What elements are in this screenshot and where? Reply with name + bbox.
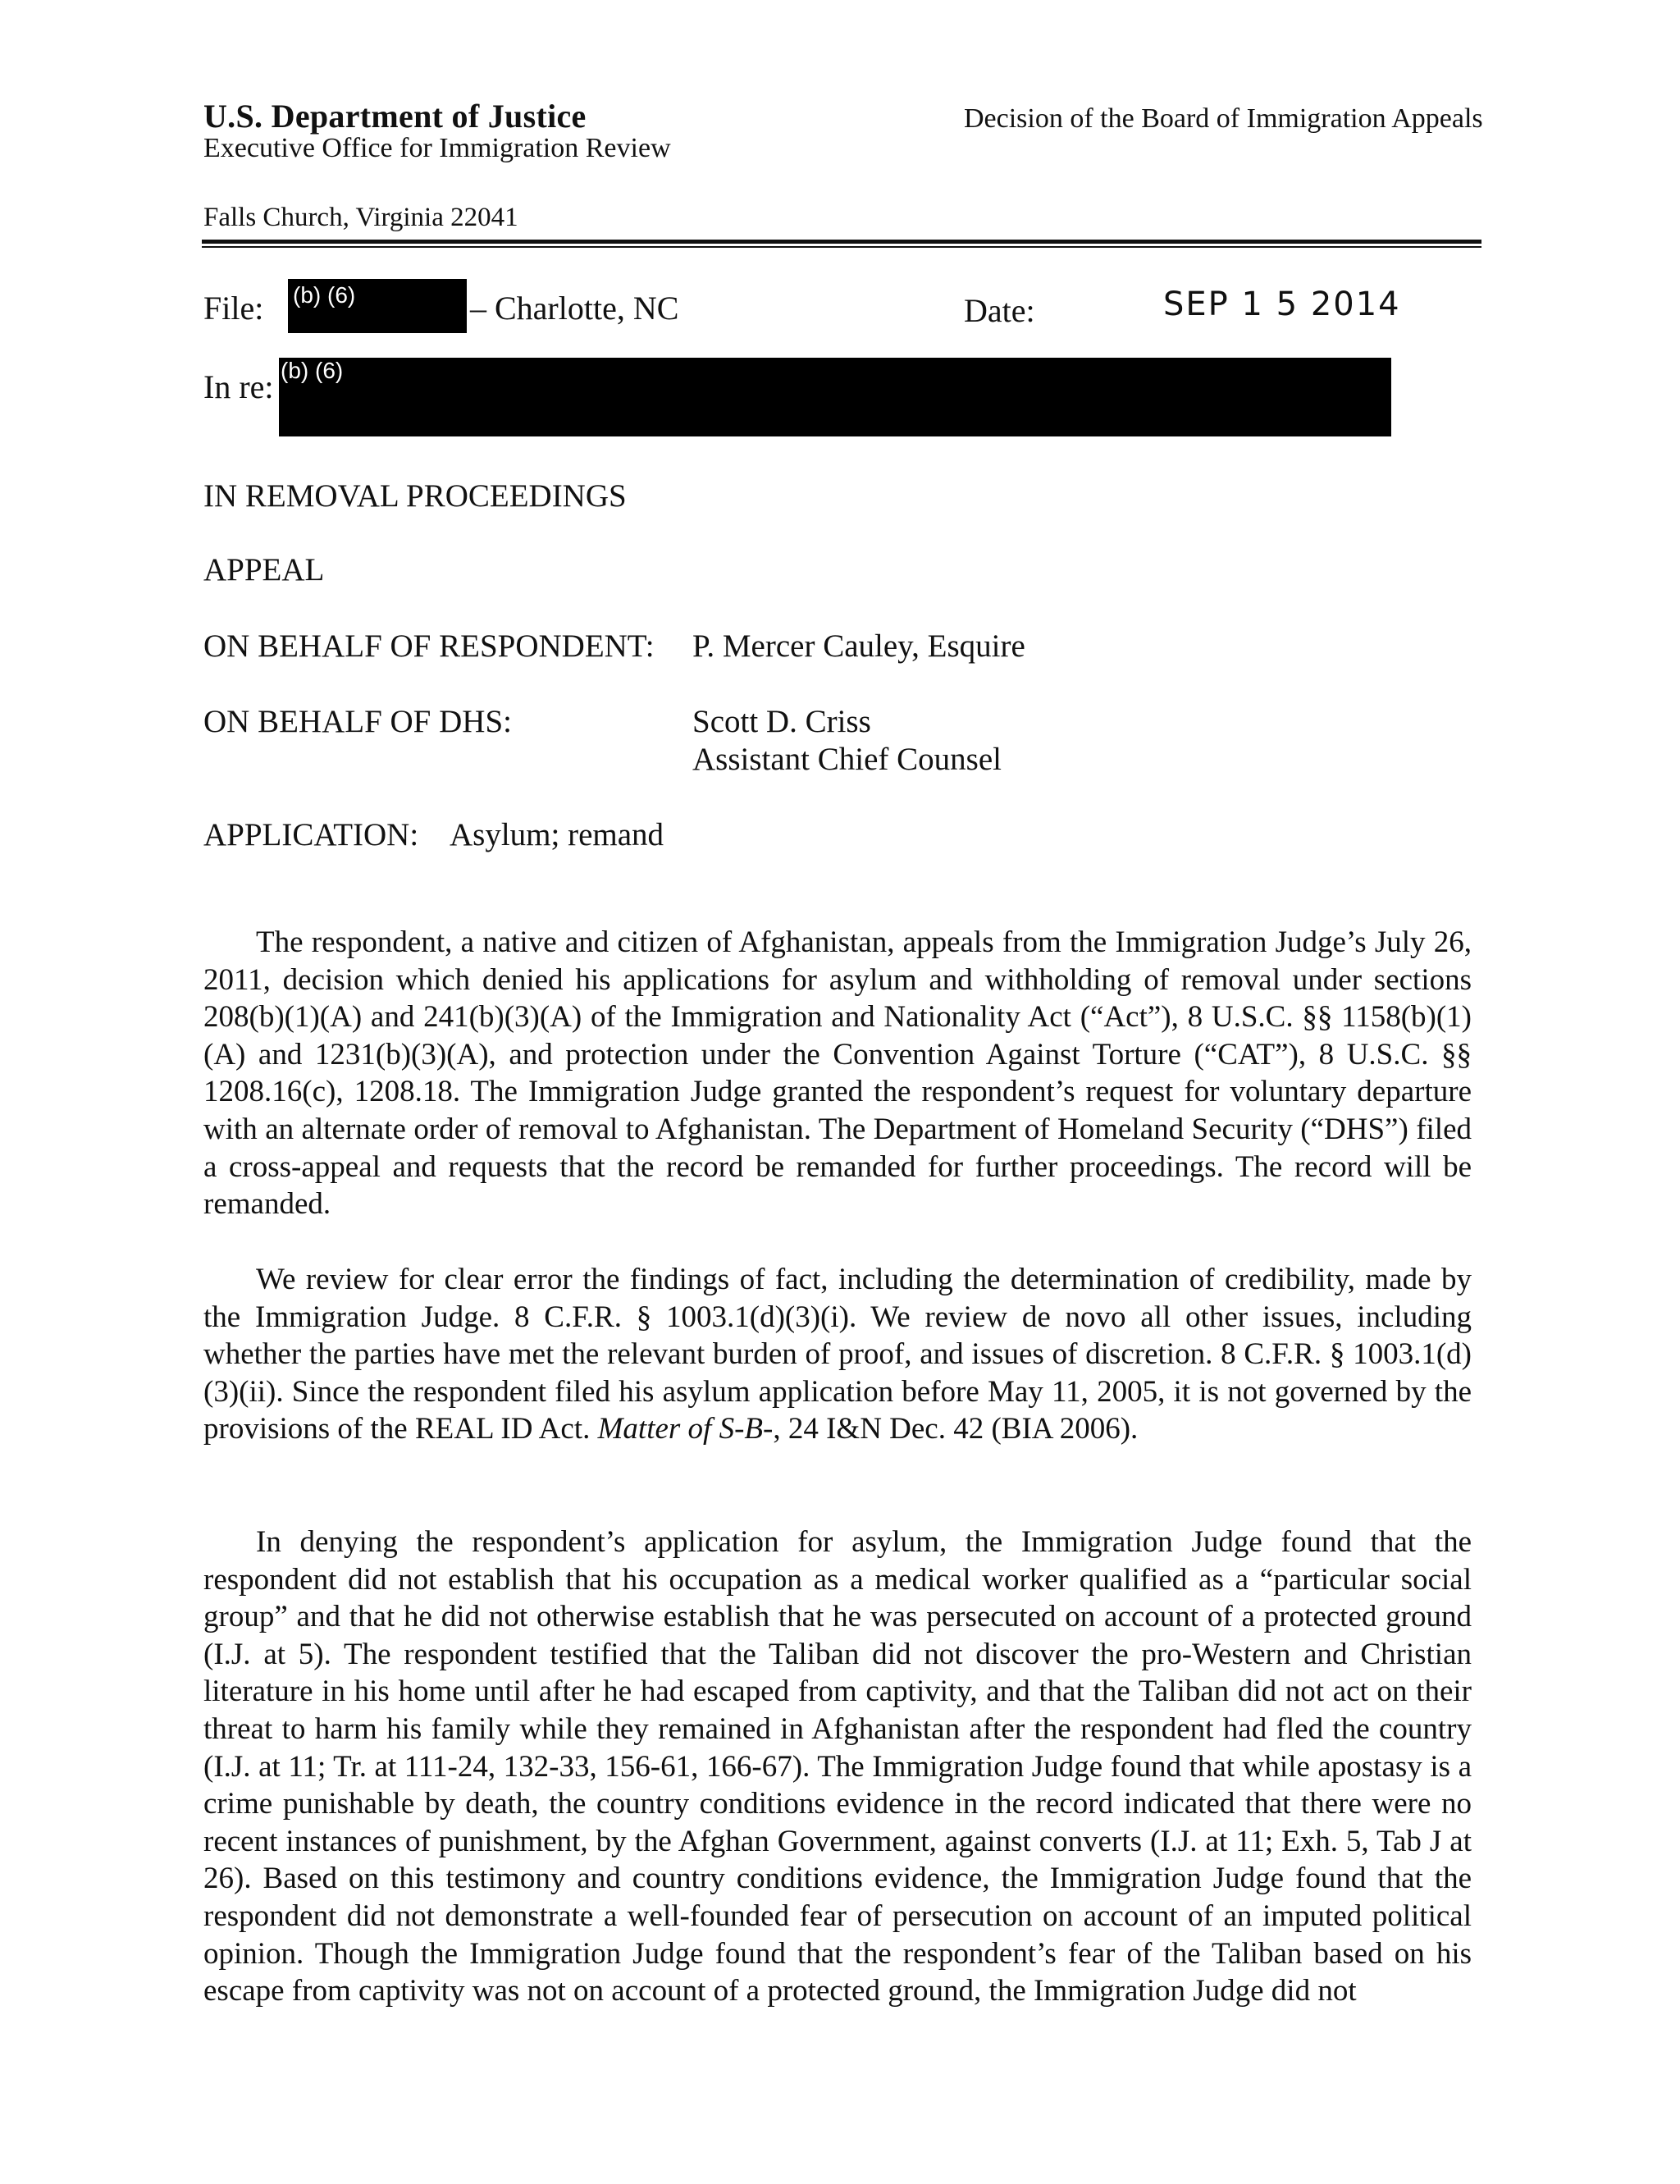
department-name: U.S. Department of Justice <box>203 98 587 135</box>
paragraph-standard-of-review <box>203 1261 1472 1448</box>
dhs-counsel-name: Scott D. Criss <box>692 704 871 739</box>
respondent-name-redaction <box>279 358 1391 436</box>
paragraph-asylum-analysis: In denying the respondent’s application for asylum, the Immigration Judge found that the respondent did not establish that his occupation as a medical worker qualified as a “particular social group” and that he did not otherwise establish that he was persecuted on account of a protected ground (I.J. at 5). The respondent testified that the Taliban did not discover the pro-Western and Christian literature in his home until after he had escaped from captivity, and that the Taliban did not act on their threat to harm his family while they remained in Afghanistan after the respondent had fled the country (I.J. at 11; Tr. at 111-24, 132-33, 156-61, 166-67). The Immigration Judge found that while apostasy is a crime punishable by death, the country conditions evidence in the record indicated that there were no recent instances of punishment, by the Afghan Government, against converts (I.J. at 11; Exh. 5, Tab J at 26). Based on this testimony and country conditions evidence, the Immigration Judge found that the respondent did not demonstrate a well-founded fear of persecution on account of an imputed political opinion. Though the Immigration Judge found that the respondent’s fear of the Taliban based on his escape from captivity was not on account of a protected ground, the Immigration Judge did not <box>203 1525 1472 2008</box>
file-number-redaction <box>288 279 467 333</box>
dhs-counsel-title: Assistant Chief Counsel <box>692 742 1002 777</box>
date-stamp: SEP 1 5 2014 <box>1163 286 1401 323</box>
file-label: File: <box>203 290 264 327</box>
decision-title: Decision of the Board of Immigration Appeals <box>964 103 1483 134</box>
standard-of-review-text: We review for clear error the findings of fact, including the determination of credibility, made by the Immigration Judge. 8 C.F.R. § 1003.1(d)(3)(i). We review de novo all other issues, including whether the parties have met the relevant burden of proof, and issues of discretion. 8 C.F.R. § 1003.1(d)(3)(ii). Since the respondent filed his asylum application before May 11, 2005, it is not governed by the provisions of the REAL ID Act. <box>203 1263 1472 1446</box>
proceedings-type: IN REMOVAL PROCEEDINGS <box>203 478 627 514</box>
in-re-label: In re: <box>203 368 274 405</box>
date-label: Date: <box>964 292 1035 329</box>
application-value: Asylum; remand <box>450 817 664 852</box>
application-label: APPLICATION: <box>203 817 419 852</box>
header-divider-thin <box>202 246 1481 248</box>
appeal-heading: APPEAL <box>203 552 325 587</box>
case-citation-reporter: , 24 I&N Dec. 42 (BIA 2006). <box>773 1412 1139 1446</box>
in-re-redaction-code: (b) (6) <box>281 358 344 383</box>
file-redaction-code: (b) (6) <box>293 282 356 308</box>
case-citation-name: Matter of S-B- <box>597 1412 774 1446</box>
office-name: Executive Office for Immigration Review <box>203 133 671 163</box>
header-divider-thick <box>202 240 1481 244</box>
dhs-counsel-label: ON BEHALF OF DHS: <box>203 704 512 739</box>
paragraph-appeal-summary: The respondent, a native and citizen of Afghanistan, appeals from the Immigration Judge’s July 26, 2011, decision which denied his applications for asylum and withholding of removal under sections 208(b)(1)(A) and 241(b)(3)(A) of the Immigration and Nationality Act (“Act”), 8 U.S.C. §§ 1158(b)(1)(A) and 1231(b)(3)(A), and protection under the Convention Against Torture (“CAT”), 8 U.S.C. §§ 1208.16(c), 1208.18. The Immigration Judge granted the respondent’s request for voluntary departure with an alternate order of removal to Afghanistan. The Department of Homeland Security (“DHS”) filed a cross-appeal and requests that the record be remanded for further proceedings. The record will be remanded. <box>203 925 1472 1222</box>
respondent-counsel: P. Mercer Cauley, Esquire <box>692 628 1025 664</box>
office-address: Falls Church, Virginia 22041 <box>203 203 518 232</box>
file-location: – Charlotte, NC <box>470 290 679 327</box>
respondent-counsel-label: ON BEHALF OF RESPONDENT: <box>203 628 655 664</box>
